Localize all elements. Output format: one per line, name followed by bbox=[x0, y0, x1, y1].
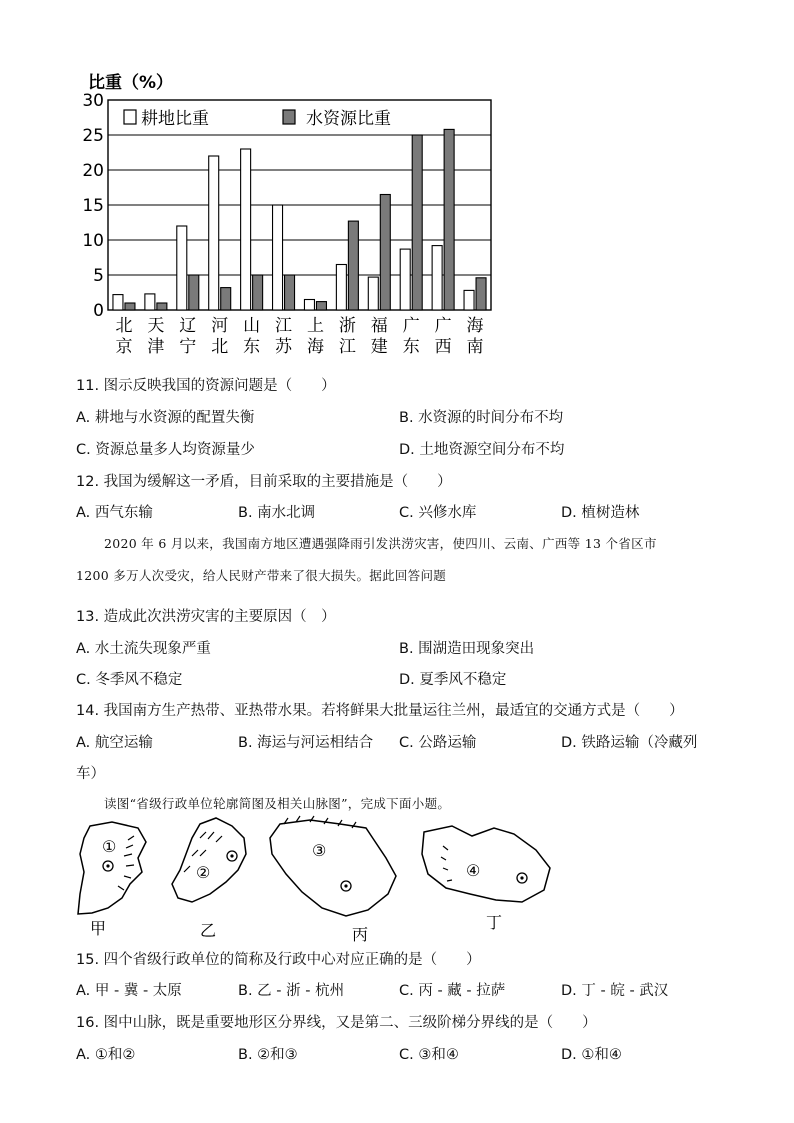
x-tick-label: 京 bbox=[115, 337, 133, 357]
question-12-stem: 12. 我国为缓解这一矛盾，目前采取的主要措施是（ ） bbox=[76, 474, 452, 490]
x-tick-label: 宁 bbox=[179, 337, 197, 357]
x-tick-label: 东 bbox=[243, 337, 261, 357]
bar-water bbox=[444, 129, 454, 310]
bar-water bbox=[412, 135, 422, 310]
map-label-ding: 丁 bbox=[486, 913, 503, 932]
bar-water bbox=[157, 303, 167, 310]
x-tick-label: 海 bbox=[306, 337, 324, 357]
q11-option-d[interactable]: D. 土地资源空间分布不均 bbox=[399, 442, 565, 458]
chart-legend bbox=[124, 109, 391, 129]
question-14-stem: 14. 我国南方生产热带、亚热带水果。若将鲜果大批量运往兰州，最适宜的交通方式是（ ） bbox=[76, 703, 684, 719]
q14-option-a[interactable]: A. 航空运输 bbox=[76, 735, 153, 751]
bar-water bbox=[189, 275, 199, 310]
x-tick-label: 浙 bbox=[338, 316, 356, 336]
x-tick-label: 南 bbox=[466, 337, 484, 357]
y-tick-label: 30 bbox=[82, 91, 104, 111]
q15-option-b[interactable]: B. 乙 - 浙 - 杭州 bbox=[238, 983, 345, 999]
question-16-stem: 16. 图中山脉，既是重要地形区分界线，又是第二、三级阶梯分界线的是（ ） bbox=[76, 1015, 597, 1031]
q13-option-c[interactable]: C. 冬季风不稳定 bbox=[76, 672, 183, 688]
q16-option-b[interactable]: B. ②和③ bbox=[238, 1047, 298, 1063]
bar-water bbox=[125, 303, 135, 310]
map-ding bbox=[422, 826, 550, 932]
x-tick-label: 建 bbox=[370, 337, 388, 357]
legend-swatch-cultivated bbox=[124, 110, 136, 124]
bar-water bbox=[476, 278, 486, 310]
bar-cultivated bbox=[400, 249, 410, 310]
x-tick-label: 苏 bbox=[275, 337, 293, 357]
x-tick-label: 东 bbox=[402, 337, 420, 357]
bar-cultivated bbox=[241, 149, 251, 310]
y-tick-label: 10 bbox=[82, 231, 104, 251]
map-label-yi: 乙 bbox=[200, 921, 217, 940]
legend-label-water: 水资源比重 bbox=[306, 109, 391, 129]
x-tick-label: 上 bbox=[306, 316, 324, 336]
q15-option-c[interactable]: C. 丙 - 藏 - 拉萨 bbox=[399, 983, 506, 999]
bar-cultivated bbox=[273, 205, 283, 310]
y-tick-labels bbox=[82, 91, 104, 321]
bar-water bbox=[285, 275, 295, 310]
y-tick-label: 20 bbox=[82, 161, 104, 181]
flood-passage-line-1: 2020 年 6 月以来，我国南方地区遭遇强降雨引发洪涝灾害，使四川、云南、广西等 13 个省区市 bbox=[104, 536, 657, 551]
bar-cultivated bbox=[304, 300, 314, 311]
x-tick-label: 江 bbox=[275, 316, 293, 336]
legend-label-cultivated: 耕地比重 bbox=[141, 109, 209, 129]
x-tick-label: 北 bbox=[115, 316, 133, 336]
x-tick-label: 广 bbox=[402, 316, 420, 336]
x-tick-label: 辽 bbox=[179, 316, 197, 336]
y-axis-label: 比重（%） bbox=[88, 73, 174, 93]
y-tick-label: 25 bbox=[82, 126, 104, 146]
bar-cultivated bbox=[209, 156, 219, 310]
q13-option-a[interactable]: A. 水土流失现象严重 bbox=[76, 641, 211, 657]
x-tick-label: 山 bbox=[243, 316, 261, 336]
bar-cultivated bbox=[113, 295, 123, 310]
x-tick-labels bbox=[115, 316, 483, 357]
question-15-stem: 15. 四个省级行政单位的简称及行政中心对应正确的是（ ） bbox=[76, 952, 481, 968]
bar-water bbox=[348, 221, 358, 310]
chart-bars bbox=[113, 129, 486, 310]
q16-option-a[interactable]: A. ①和② bbox=[76, 1047, 136, 1063]
map-jia bbox=[78, 822, 146, 938]
q14-option-b[interactable]: B. 海运与河运相结合 bbox=[238, 735, 374, 751]
map-bing bbox=[270, 816, 396, 944]
q13-option-b[interactable]: B. 围湖造田现象突出 bbox=[399, 641, 535, 657]
map-yi bbox=[172, 818, 246, 940]
x-tick-label: 西 bbox=[434, 337, 452, 357]
marker-1: ① bbox=[102, 837, 117, 856]
q12-option-b[interactable]: B. 南水北调 bbox=[238, 505, 316, 521]
q11-option-a[interactable]: A. 耕地与水资源的配置失衡 bbox=[76, 410, 255, 426]
bar-water bbox=[316, 302, 326, 310]
bar-cultivated bbox=[368, 277, 378, 310]
map-passage: 读图“省级行政单位轮廓简图及相关山脉图”，完成下面小题。 bbox=[104, 796, 451, 811]
question-13-stem: 13. 造成此次洪涝灾害的主要原因（ ） bbox=[76, 609, 336, 625]
q11-option-c[interactable]: C. 资源总量多人均资源量少 bbox=[76, 442, 255, 458]
y-tick-label: 5 bbox=[93, 266, 104, 286]
x-tick-label: 广 bbox=[434, 316, 452, 336]
q13-option-d[interactable]: D. 夏季风不稳定 bbox=[399, 672, 507, 688]
x-tick-label: 福 bbox=[370, 316, 388, 336]
q14-option-c[interactable]: C. 公路运输 bbox=[399, 735, 477, 751]
q16-option-d[interactable]: D. ①和④ bbox=[561, 1047, 622, 1063]
legend-swatch-water bbox=[283, 110, 295, 124]
x-tick-label: 津 bbox=[147, 337, 165, 357]
marker-4: ④ bbox=[466, 861, 481, 880]
bar-cultivated bbox=[145, 294, 155, 310]
x-tick-label: 江 bbox=[338, 337, 356, 357]
q15-option-d[interactable]: D. 丁 - 皖 - 武汉 bbox=[561, 983, 669, 999]
q15-option-a[interactable]: A. 甲 - 冀 - 太原 bbox=[76, 983, 182, 999]
flood-passage-line-2: 1200 多万人次受灾，给人民财产带来了很大损失。据此回答问题 bbox=[76, 568, 447, 583]
marker-2: ② bbox=[196, 863, 211, 882]
x-tick-label: 北 bbox=[211, 337, 229, 357]
resource-bar-chart bbox=[0, 0, 794, 360]
bar-water bbox=[221, 288, 231, 310]
q14-option-d-continued: 车） bbox=[76, 766, 105, 782]
map-label-bing: 丙 bbox=[352, 925, 369, 944]
province-outline-maps bbox=[0, 810, 794, 945]
x-tick-label: 天 bbox=[147, 316, 165, 336]
q12-option-a[interactable]: A. 西气东输 bbox=[76, 505, 153, 521]
y-tick-label: 15 bbox=[82, 196, 104, 216]
x-tick-label: 海 bbox=[466, 316, 484, 336]
bar-cultivated bbox=[177, 226, 187, 310]
bar-water bbox=[380, 195, 390, 311]
q14-option-d[interactable]: D. 铁路运输（冷藏列 bbox=[561, 735, 698, 751]
q12-option-d[interactable]: D. 植树造林 bbox=[561, 505, 640, 521]
bar-cultivated bbox=[432, 246, 442, 310]
marker-3: ③ bbox=[312, 841, 327, 860]
q12-option-c[interactable]: C. 兴修水库 bbox=[399, 505, 477, 521]
q16-option-c[interactable]: C. ③和④ bbox=[399, 1047, 459, 1063]
bar-water bbox=[253, 275, 263, 310]
y-tick-label: 0 bbox=[93, 301, 104, 321]
question-11-stem: 11. 图示反映我国的资源问题是（ ） bbox=[76, 378, 336, 394]
q11-option-b[interactable]: B. 水资源的时间分布不均 bbox=[399, 410, 564, 426]
x-tick-label: 河 bbox=[211, 316, 229, 336]
map-label-jia: 甲 bbox=[90, 919, 107, 938]
bar-cultivated bbox=[336, 265, 346, 311]
bar-cultivated bbox=[464, 290, 474, 310]
